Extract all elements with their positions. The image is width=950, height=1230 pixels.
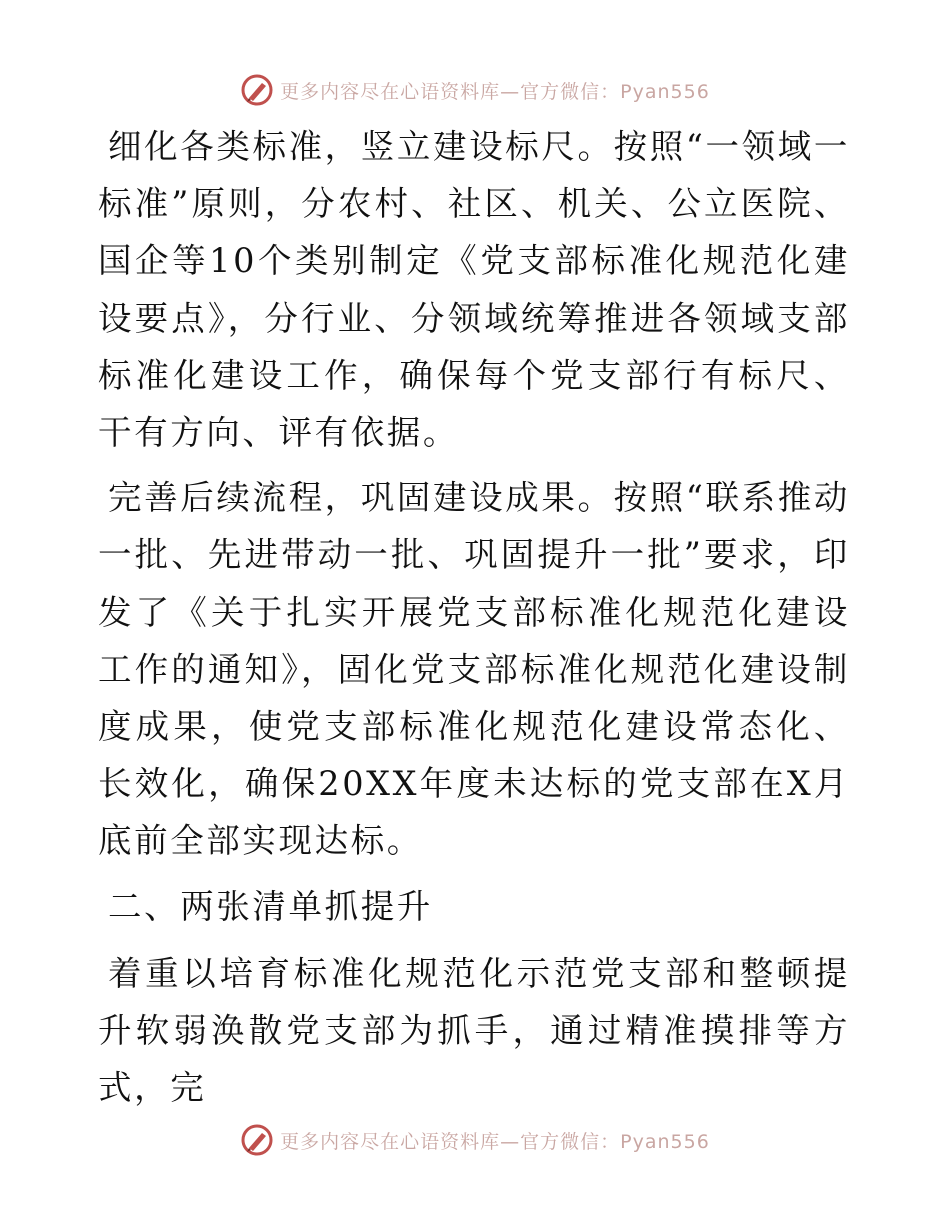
document-body	[98, 118, 850, 1124]
paragraph-follow-up: 完善后续流程，巩固建设成果。按照“联系推动一批、先进带动一批、巩固提升一批”要求，印发了《关于扎实开展党支部标准化规范化建设工作的通知》，固化党支部标准化规范化建设制度成果，使党支部标准化规范化建设常态化、长效化，确保20XX年度未达标的党支部在X月底前全部实现达标。	[98, 478, 850, 861]
paragraph-standards: 细化各类标准，竖立建设标尺。按照“一领域一标准”原则，分农村、社区、机关、公立医院、国企等10个类别制定《党支部标准化规范化建设要点》，分行业、分领域统筹推进各领域支部标准化建设工作，确保每个党支部行有标尺、干有方向、评有依据。	[98, 127, 850, 453]
watermark-text: 更多内容尽在心语资料库—官方微信：Pyan556	[280, 80, 710, 103]
pen-logo-icon	[240, 1123, 274, 1157]
footer-watermark	[0, 1120, 950, 1160]
paragraph-focus: 着重以培育标准化规范化示范党支部和整顿提升软弱涣散党支部为抓手，通过精准摸排等方式，完	[98, 953, 850, 1108]
watermark-text: 更多内容尽在心语资料库—官方微信：Pyan556	[280, 1130, 710, 1153]
header-watermark	[0, 70, 950, 110]
section-heading: 二、两张清单抓提升	[108, 886, 433, 926]
pen-logo-icon	[240, 73, 274, 107]
